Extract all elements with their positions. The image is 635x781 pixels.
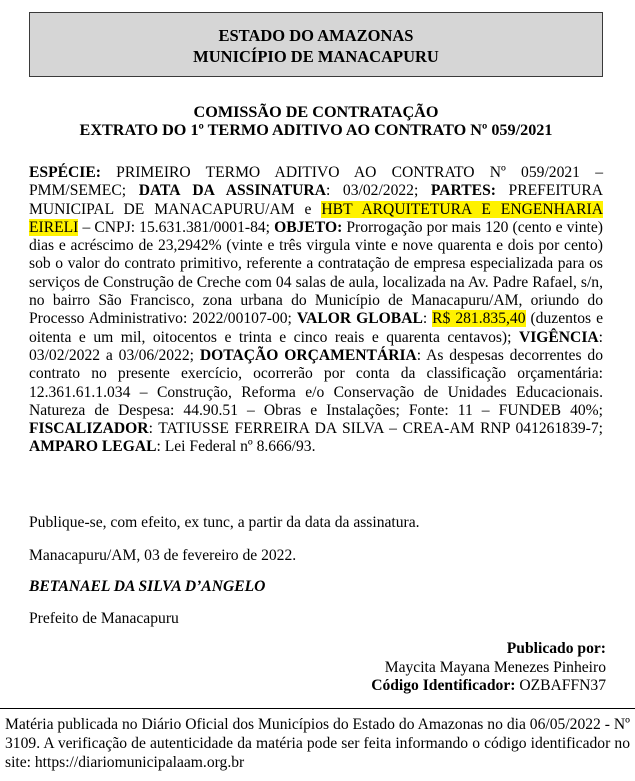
place-date: Manacapuru/AM, 03 de fevereiro de 2022. — [29, 547, 297, 564]
signer-name: BETANAEL DA SILVA D’ANGELO — [29, 578, 266, 595]
valor-label: VALOR GLOBAL — [296, 310, 423, 328]
commission-title: COMISSÃO DE CONTRATAÇÃO — [193, 103, 439, 121]
objeto-label: OBJETO: — [274, 218, 343, 236]
contract-body — [29, 164, 603, 457]
footer-text: Matéria publicada no Diário Oficial dos Municípios do Estado do Amazonas no dia 06/05/2022 - Nº 3109. A verificação de autenticidade da matéria pode ser feita informando o código identificador no site: https://diariomunicipalaam.org.br — [5, 716, 630, 771]
data-label: DATA DA ASSINATURA — [138, 182, 326, 200]
publique-paragraph: Publique-se, com efeito, ex tunc, a partir da data da assinatura. — [29, 514, 420, 531]
cnpj-text: – CNPJ: 15.631.381/0001-84; — [78, 218, 275, 236]
document-titles — [29, 103, 603, 139]
header-state: ESTADO DO AMAZONAS — [218, 26, 414, 45]
valor-text: (duzentos e oitenta e um mil, oitocentos e trinta e cinco reais e quarenta centavos); — [29, 310, 603, 346]
fiscalizador-label: FISCALIZADOR — [29, 420, 149, 438]
valor-sep: : — [422, 310, 433, 328]
identifier-label: Código Identificador: — [371, 677, 516, 694]
published-by-label: Publicado por: — [506, 640, 606, 657]
footer — [0, 708, 635, 772]
especie-label: ESPÉCIE: — [29, 164, 101, 181]
dotacao-label: DOTAÇÃO ORÇAMENTÁRIA — [199, 346, 417, 364]
publisher-name: Maycita Mayana Menezes Pinheiro — [384, 658, 606, 676]
valor-amount-highlight: R$ 281.835,40 — [432, 310, 526, 328]
vigencia-label: VIGÊNCIA — [518, 328, 599, 346]
publication-info — [206, 640, 606, 696]
extract-title: EXTRATO DO 1º TERMO ADITIVO AO CONTRATO Nº 059/2021 — [79, 121, 553, 139]
contractor-highlight: HBT ARQUITETURA E ENGENHARIA EIRELI — [29, 200, 604, 236]
partes-label: PARTES: — [430, 182, 496, 200]
signer-role: Prefeito de Manacapuru — [29, 610, 179, 627]
document-header — [29, 12, 603, 77]
dotacao-text: : As despesas decorrentes do contrato no presente exercício, ocorrerão por conta da classificação orçamentária: 12.361.61.1.034 – Construção, Reforma e/o Conservação de Unidades Educacionais. Natureza de Despesa: 44.90.51 – Obras e Instalações; Fonte: 11 – FUNDEB 40%; — [29, 346, 603, 419]
especie-text: PRIMEIRO TERMO ADITIVO AO CONTRATO Nº 059/2021 – PMM/SEMEC; — [29, 164, 603, 200]
header-municipality: MUNICÍPIO DE MANACAPURU — [193, 47, 439, 66]
amparo-text: : Lei Federal nº 8.666/93. — [156, 438, 316, 456]
amparo-label: AMPARO LEGAL — [29, 438, 157, 456]
identifier-code: OZBAFFN37 — [519, 677, 606, 694]
identifier-line — [206, 677, 606, 696]
partes-text: PREFEITURA MUNICIPAL DE MANACAPURU/AM e — [29, 182, 603, 218]
fiscalizador-text: : TATIUSSE FERREIRA DA SILVA – CREA-AM RNP 041261839-7; — [148, 420, 603, 438]
objeto-text: Prorrogação por mais 120 (cento e vinte) dias e acréscimo de 23,2942% (vinte e três virgula vinte e nove quarenta e dois por cento) sob o valor do contrato primitivo, referente a contratação de empresa especializada para os serviços de Construção de Creche com 04 salas de aula, localizada na Av. Padre Rafael, s/n, no bairro São Francisco, zona urbana do Município de Manacapuru/AM, oriundo do Processo Administrativo: 2022/00107-00; — [29, 218, 603, 328]
vigencia-text: : 03/02/2022 a 03/06/2022; — [29, 328, 603, 364]
data-text: : 03/02/2022; — [325, 182, 431, 200]
